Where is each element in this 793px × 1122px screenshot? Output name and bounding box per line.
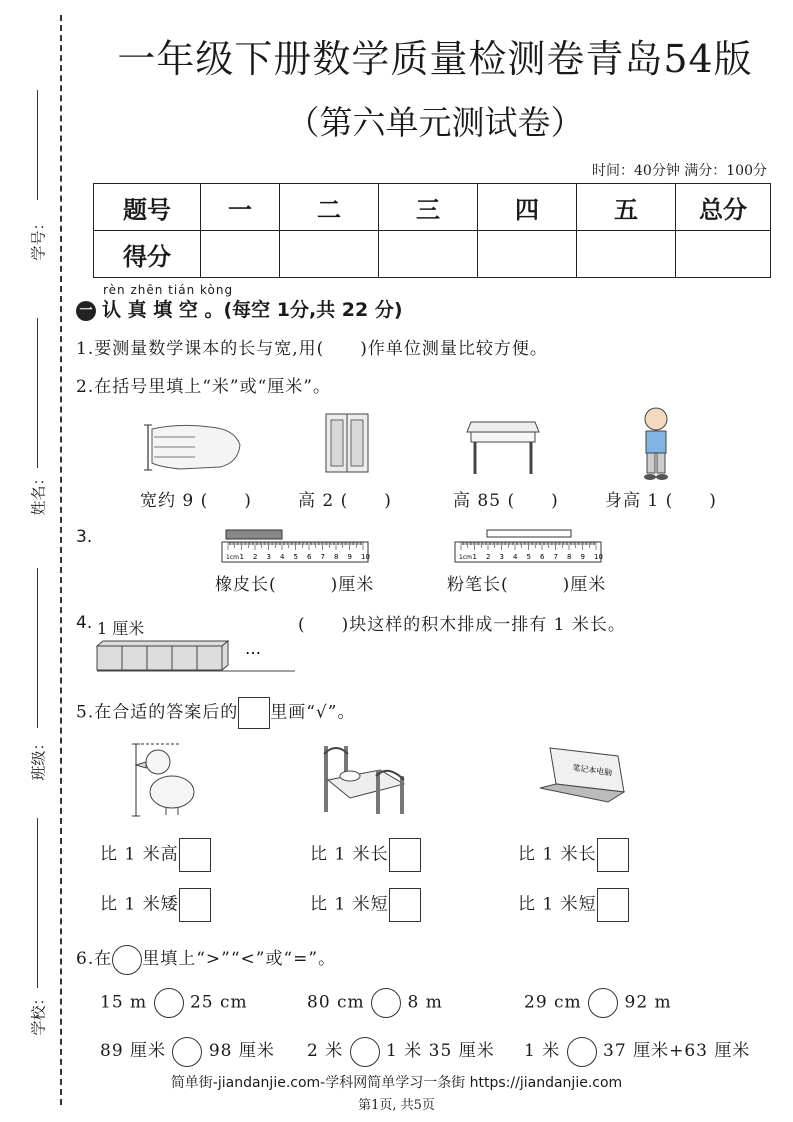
score-cell: 三 — [379, 184, 478, 231]
banji-line — [37, 568, 38, 728]
ruler-tick-label: 5 — [526, 553, 531, 561]
q5-duck-option-short — [100, 888, 211, 922]
question-4-text: ( )块这样的积木排成一排有 1 米长。 — [298, 615, 626, 635]
q5-option-label: 比 1 米短 — [518, 894, 597, 915]
q5-option-label: 比 1 米短 — [310, 894, 389, 915]
ruler-tick-label: 9 — [347, 553, 352, 561]
compare-left: 29 cm — [524, 992, 582, 1013]
page-number: 第1页, 共5页 — [358, 1098, 435, 1113]
q5-prompt-b: 里画“√”。 — [270, 702, 356, 723]
ruler-tick-label: 1 — [239, 553, 244, 561]
question-6-prompt — [76, 944, 336, 975]
q6-compare-4 — [100, 1036, 275, 1067]
blocks-illustration — [95, 640, 300, 672]
ruler-tick-label: 8 — [567, 553, 572, 561]
answer-box[interactable] — [179, 888, 211, 922]
xuexiao-line — [37, 818, 38, 988]
ruler-chalk — [453, 528, 603, 566]
wardrobe-illustration — [322, 410, 372, 476]
ruler-tick-label: 2 — [253, 553, 258, 561]
answer-box[interactable] — [389, 838, 421, 872]
compare-circle[interactable] — [154, 988, 184, 1018]
compare-circle[interactable] — [588, 988, 618, 1018]
compare-right: 37 厘米+63 厘米 — [603, 1041, 751, 1061]
score-cell: 题号 — [94, 184, 201, 231]
answer-box[interactable] — [597, 838, 629, 872]
xingming-line — [37, 318, 38, 468]
score-input-cell[interactable] — [280, 231, 379, 278]
answer-box[interactable] — [597, 888, 629, 922]
q6-prompt-a: 6.在 — [76, 949, 113, 969]
page-title: 一年级下册数学质量检测卷青岛54版 — [117, 37, 753, 81]
hand-illustration — [140, 415, 245, 475]
section-pinyin: rèn zhēn tián kòng — [103, 283, 234, 297]
ruler-unit-label: 1cm — [459, 554, 472, 561]
laptop-illustration — [538, 744, 634, 806]
compare-left: 1 米 — [524, 1041, 561, 1061]
q5-duck-option-tall — [100, 838, 211, 872]
q5-laptop-option-long — [518, 838, 629, 872]
compare-circle[interactable] — [371, 988, 401, 1018]
q5-option-label: 比 1 米长 — [518, 844, 597, 865]
compare-left: 15 m — [100, 992, 148, 1013]
compare-circle[interactable] — [350, 1037, 380, 1067]
q2-item-wardrobe: 高 2 ( ) — [298, 491, 392, 511]
q2-item-table: 高 85 ( ) — [453, 491, 559, 511]
q6-compare-3 — [524, 988, 672, 1018]
q5-sample-box — [238, 697, 270, 729]
laptop-lid-text: 笔记本电脑 — [571, 763, 613, 778]
compare-right: 98 厘米 — [208, 1041, 275, 1061]
ruler-unit-label: 1cm — [226, 554, 239, 561]
q6-prompt-b: 里填上“>”“<”或“=”。 — [142, 949, 337, 969]
question-5-prompt — [76, 697, 355, 729]
q6-compare-6 — [524, 1036, 750, 1067]
q5-prompt-a: 5.在合适的答案后的 — [76, 702, 239, 723]
bed-illustration — [320, 740, 408, 816]
score-header-row — [94, 184, 771, 231]
ruler-tick-label: 10 — [594, 553, 603, 561]
compare-circle[interactable] — [172, 1037, 202, 1067]
q6-compare-1 — [100, 988, 248, 1018]
banji-label: 班级： — [29, 735, 48, 781]
table-illustration — [465, 412, 543, 476]
score-input-cell[interactable] — [478, 231, 577, 278]
ruler-tick-label: 9 — [580, 553, 585, 561]
ruler-tick-label: 3 — [266, 553, 271, 561]
xuexiao-label: 学校： — [29, 990, 48, 1036]
q2-item-hand: 宽约 9 ( ) — [140, 491, 252, 511]
ruler-tick-label: 8 — [334, 553, 339, 561]
score-input-cell[interactable] — [379, 231, 478, 278]
q4-block-label: 1 厘米 — [97, 619, 145, 638]
score-cell: 一 — [201, 184, 280, 231]
q5-option-label: 比 1 米长 — [310, 844, 389, 865]
xingming-label: 姓名： — [29, 470, 48, 516]
answer-box[interactable] — [389, 888, 421, 922]
score-input-row — [94, 231, 771, 278]
ruler-tick-label: 6 — [307, 553, 312, 561]
ruler-tick-label: 2 — [486, 553, 491, 561]
q5-laptop-option-short — [518, 888, 629, 922]
ruler-tick-label: 4 — [513, 553, 518, 561]
blocks-ellipsis: … — [245, 640, 261, 658]
binding-dashed-line — [60, 15, 62, 1105]
q3-item-chalk: 粉笔长( )厘米 — [447, 575, 607, 595]
score-input-cell[interactable] — [201, 231, 280, 278]
section-badge: 一 — [76, 301, 96, 321]
ruler-tick-label: 4 — [280, 553, 285, 561]
boy-illustration — [636, 405, 676, 483]
compare-right: 25 cm — [189, 992, 248, 1013]
ruler-tick-label: 7 — [553, 553, 558, 561]
q5-option-label: 比 1 米高 — [100, 844, 179, 865]
compare-left: 80 cm — [307, 992, 365, 1013]
question-3-num: 3. — [76, 527, 93, 547]
ruler-tick-label: 5 — [293, 553, 298, 561]
footer-watermark: 简单街-jiandanjie.com-学科网简单学习一条街 https://jiandanjie.com — [170, 1075, 623, 1091]
page-subtitle: （第六单元测试卷） — [286, 103, 584, 142]
q5-bed-option-long — [310, 838, 421, 872]
score-cell: 总分 — [676, 184, 771, 231]
exam-meta: 时间：40分钟 满分：100分 — [592, 163, 767, 179]
compare-right: 1 米 35 厘米 — [386, 1041, 495, 1061]
compare-right: 92 m — [624, 992, 672, 1013]
q5-option-label: 比 1 米矮 — [100, 894, 179, 915]
answer-box[interactable] — [179, 838, 211, 872]
ruler-tick-label: 7 — [320, 553, 325, 561]
ruler-eraser — [220, 528, 370, 566]
section-heading-text: 认 真 填 空 。(每空 1分,共 22 分) — [102, 299, 403, 321]
score-input-cell[interactable] — [577, 231, 676, 278]
ruler-tick-label: 6 — [540, 553, 545, 561]
question-4-num: 4. — [76, 613, 93, 633]
score-input-cell[interactable] — [676, 231, 771, 278]
xuehao-label: 学号： — [29, 215, 48, 261]
q2-item-boy: 身高 1 ( ) — [605, 491, 717, 511]
compare-left: 2 米 — [307, 1041, 344, 1061]
question-1: 1.要测量数学课本的长与宽,用( )作单位测量比较方便。 — [76, 339, 548, 359]
compare-left: 89 厘米 — [100, 1041, 167, 1061]
q5-bed-option-short — [310, 888, 421, 922]
score-cell: 五 — [577, 184, 676, 231]
score-cell: 二 — [280, 184, 379, 231]
compare-circle[interactable] — [567, 1037, 597, 1067]
duck-illustration — [130, 740, 202, 820]
q3-item-eraser: 橡皮长( )厘米 — [215, 575, 375, 595]
q6-sample-circle — [112, 945, 142, 975]
ruler-tick-label: 1 — [472, 553, 477, 561]
compare-right: 8 m — [407, 992, 443, 1013]
score-cell: 四 — [478, 184, 577, 231]
question-2-prompt: 2.在括号里填上“米”或“厘米”。 — [76, 377, 331, 397]
score-label-cell: 得分 — [94, 231, 201, 278]
score-table — [93, 183, 771, 278]
xuehao-line — [37, 90, 38, 200]
ruler-tick-label: 10 — [361, 553, 370, 561]
q6-compare-5 — [307, 1036, 495, 1067]
section-heading — [76, 295, 403, 322]
q6-compare-2 — [307, 988, 443, 1018]
ruler-tick-label: 3 — [499, 553, 504, 561]
